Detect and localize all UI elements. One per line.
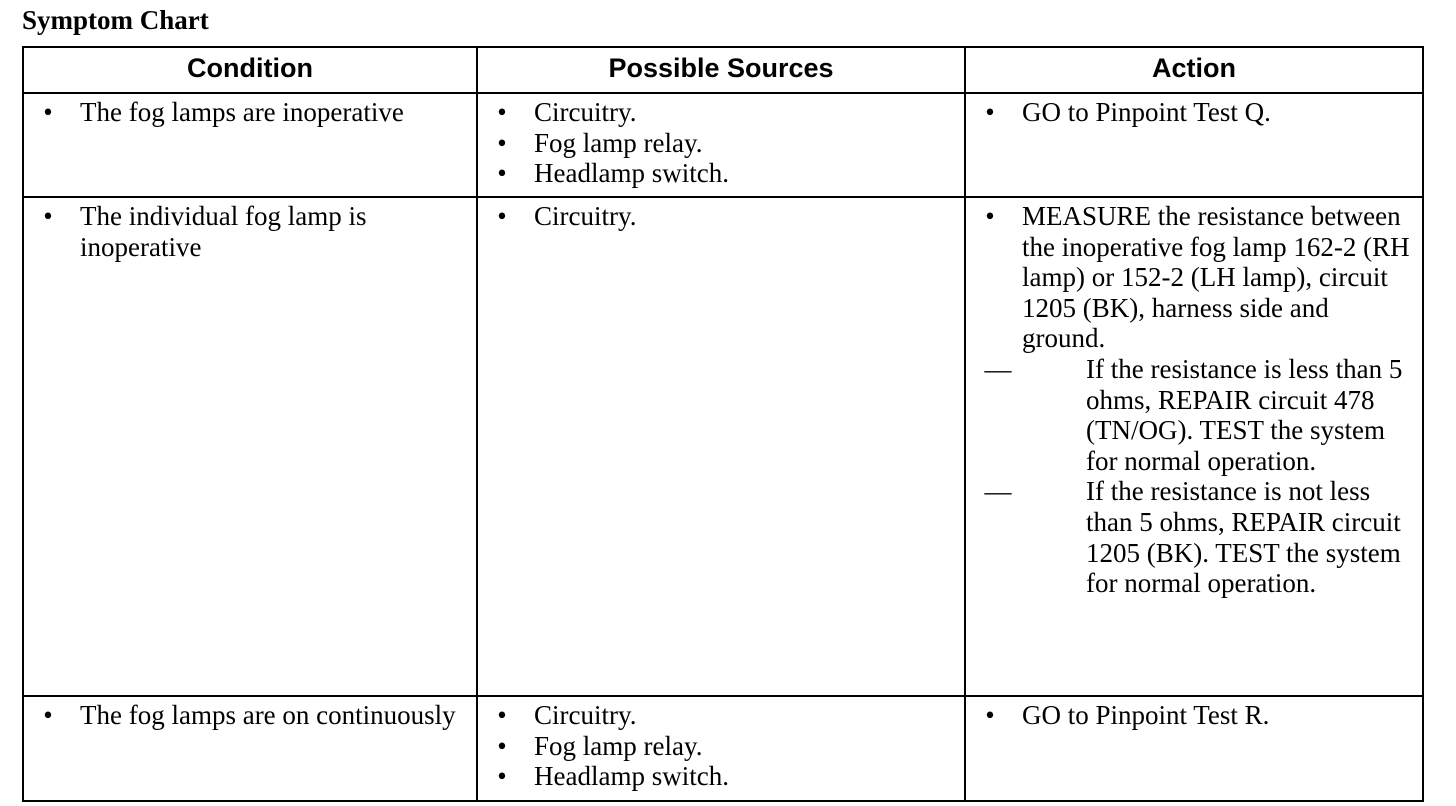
bullet-icon: • xyxy=(985,700,995,730)
source-text: Headlamp switch. xyxy=(534,158,729,189)
bullet-icon: • xyxy=(497,158,507,189)
table-row xyxy=(23,696,1423,801)
table-row xyxy=(23,93,1423,197)
action-cell xyxy=(965,197,1423,696)
action-cell xyxy=(965,696,1423,801)
source-text: Headlamp switch. xyxy=(534,761,729,792)
list-item xyxy=(34,97,470,128)
table-row xyxy=(23,197,1423,696)
list-item xyxy=(488,761,958,792)
list-item xyxy=(976,700,1416,731)
dash-icon: — xyxy=(984,353,1012,384)
condition-text: The fog lamps are inoperative xyxy=(80,97,404,127)
bullet-icon: • xyxy=(497,127,507,158)
action-subtext: If the resistance is not less than 5 ohms, REPAIR circuit 1205 (BK). TEST the system for normal operation. xyxy=(1086,476,1401,599)
bullet-icon: • xyxy=(497,97,507,127)
bullet-icon: • xyxy=(497,761,507,792)
sub-list-item xyxy=(976,476,1416,598)
table-header-row xyxy=(23,47,1423,93)
condition-text: The fog lamps are on continuously xyxy=(80,700,456,730)
sources-cell xyxy=(477,93,965,197)
list-item xyxy=(488,158,958,189)
list-item xyxy=(976,97,1416,128)
sub-list-item xyxy=(976,354,1416,476)
column-header-condition: Condition xyxy=(23,47,477,93)
page-title: Symptom Chart xyxy=(22,5,209,35)
action-cell xyxy=(965,93,1423,197)
list-item xyxy=(488,97,958,128)
bullet-icon: • xyxy=(497,700,507,730)
list-item xyxy=(34,201,470,262)
column-header-possible-sources: Possible Sources xyxy=(477,47,965,93)
list-item xyxy=(488,731,958,762)
symptom-table xyxy=(22,46,1424,802)
bullet-icon: • xyxy=(497,201,507,231)
dash-icon: — xyxy=(984,476,1012,507)
source-text: Fog lamp relay. xyxy=(534,730,703,761)
list-item xyxy=(488,201,958,232)
list-item xyxy=(488,128,958,159)
column-header-action: Action xyxy=(965,47,1423,93)
action-text: GO to Pinpoint Test R. xyxy=(1022,700,1270,730)
list-item xyxy=(488,700,958,731)
condition-cell xyxy=(23,197,477,696)
bullet-icon: • xyxy=(43,700,53,730)
source-text: Circuitry. xyxy=(534,97,637,127)
sources-cell xyxy=(477,696,965,801)
condition-cell xyxy=(23,93,477,197)
bullet-icon: • xyxy=(985,97,995,127)
source-text: Circuitry. xyxy=(534,201,637,231)
list-item xyxy=(976,201,1416,599)
source-text: Circuitry. xyxy=(534,700,637,730)
action-subtext: If the resistance is less than 5 ohms, REPAIR circuit 478 (TN/OG). TEST the system for normal operation. xyxy=(1086,353,1403,476)
action-text: GO to Pinpoint Test Q. xyxy=(1022,97,1271,127)
bullet-icon: • xyxy=(43,201,53,231)
source-text: Fog lamp relay. xyxy=(534,127,703,158)
condition-text: The individual fog lamp is inoperative xyxy=(80,201,367,262)
sources-cell xyxy=(477,197,965,696)
list-item xyxy=(34,700,470,731)
bullet-icon: • xyxy=(43,97,53,127)
action-text: MEASURE the resistance between the inoperative fog lamp 162-2 (RH lamp) or 152-2 (LH lamp), circuit 1205 (BK), harness side and ground. xyxy=(1022,201,1410,354)
condition-cell xyxy=(23,696,477,801)
bullet-icon: • xyxy=(497,730,507,761)
bullet-icon: • xyxy=(985,201,995,231)
